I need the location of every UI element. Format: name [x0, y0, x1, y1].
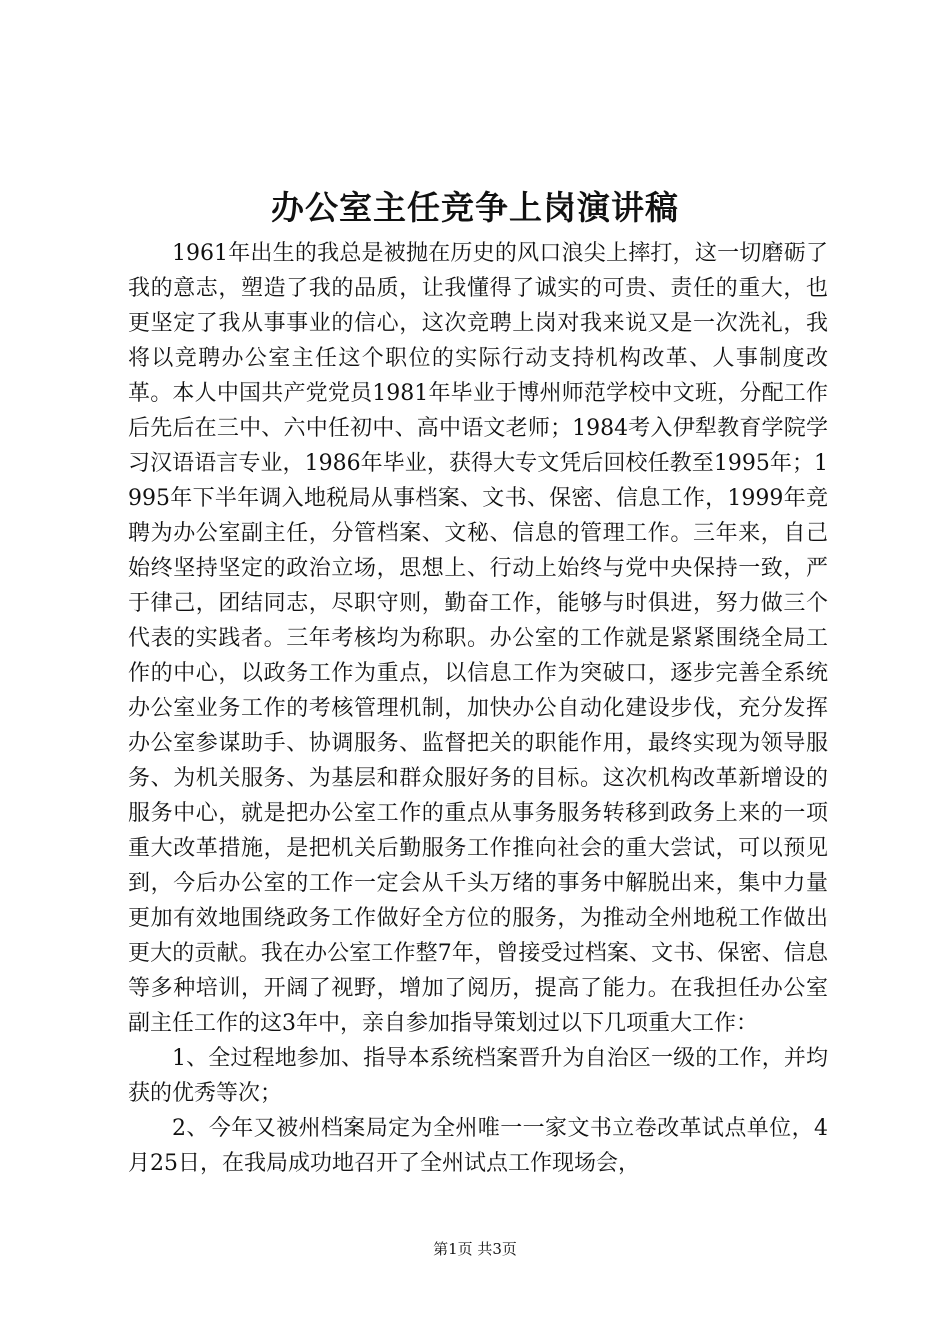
body-paragraph: 1、全过程地参加、指导本系统档案晋升为自治区一级的工作，并均获的优秀等次； [128, 1046, 828, 1106]
page-footer: 第1页 共3页 [433, 1240, 517, 1258]
document-body [128, 236, 828, 1181]
body-paragraph: 1961年出生的我总是被抛在历史的风口浪尖上摔打，这一切磨砺了我的意志，塑造了我的品质，让我懂得了诚实的可贵、责任的重大，也更坚定了我从事事业的信心，这次竞聘上岗对我来说又是一次洗礼，我将以竞聘办公室主任这个职位的实际行动支持机构改革、人事制度改革。本人中国共产党党员1981年毕业于博州师范学校中文班，分配工作后先后在三中、六中任初中、高中语文老师；1984考入伊犁教育学院学习汉语语言专业，1986年毕业，获得大专文凭后回校任教至1995年；1995年下半年调入地税局从事档案、文书、保密、信息工作，1999年竞聘为办公室副主任，分管档案、文秘、信息的管理工作。三年来，自己始终坚持坚定的政治立场，思想上、行动上始终与党中央保持一致，严于律己，团结同志，尽职守则，勤奋工作，能够与时俱进，努力做三个代表的实践者。三年考核均为称职。办公室的工作就是紧紧围绕全局工作的中心，以政务工作为重点，以信息工作为突破口，逐步完善全系统办公室业务工作的考核管理机制，加快办公自动化建设步伐，充分发挥办公室参谋助手、协调服务、监督把关的职能作用，最终实现为领导服务、为机关服务、为基层和群众服好务的目标。这次机构改革新增设的服务中心，就是把办公室工作的重点从事务服务转移到政务上来的一项重大改革措施，是把机关后勤服务工作推向社会的重大尝试，可以预见到，今后办公室的工作一定会从千头万绪的事务中解脱出来，集中力量更加有效地围绕政务工作做好全方位的服务，为推动全州地税工作做出更大的贡献。我在办公室工作整7年，曾接受过档案、文书、保密、信息等多种培训，开阔了视野，增加了阅历，提高了能力。在我担任办公室副主任工作的这3年中，亲自参加指导策划过以下几项重大工作： [128, 241, 828, 1036]
body-paragraph: 2、今年又被州档案局定为全州唯一一家文书立卷改革试点单位，4月25日，在我局成功地召开了全州试点工作现场会， [128, 1116, 828, 1176]
document-title: 办公室主任竞争上岗演讲稿 [271, 188, 679, 227]
